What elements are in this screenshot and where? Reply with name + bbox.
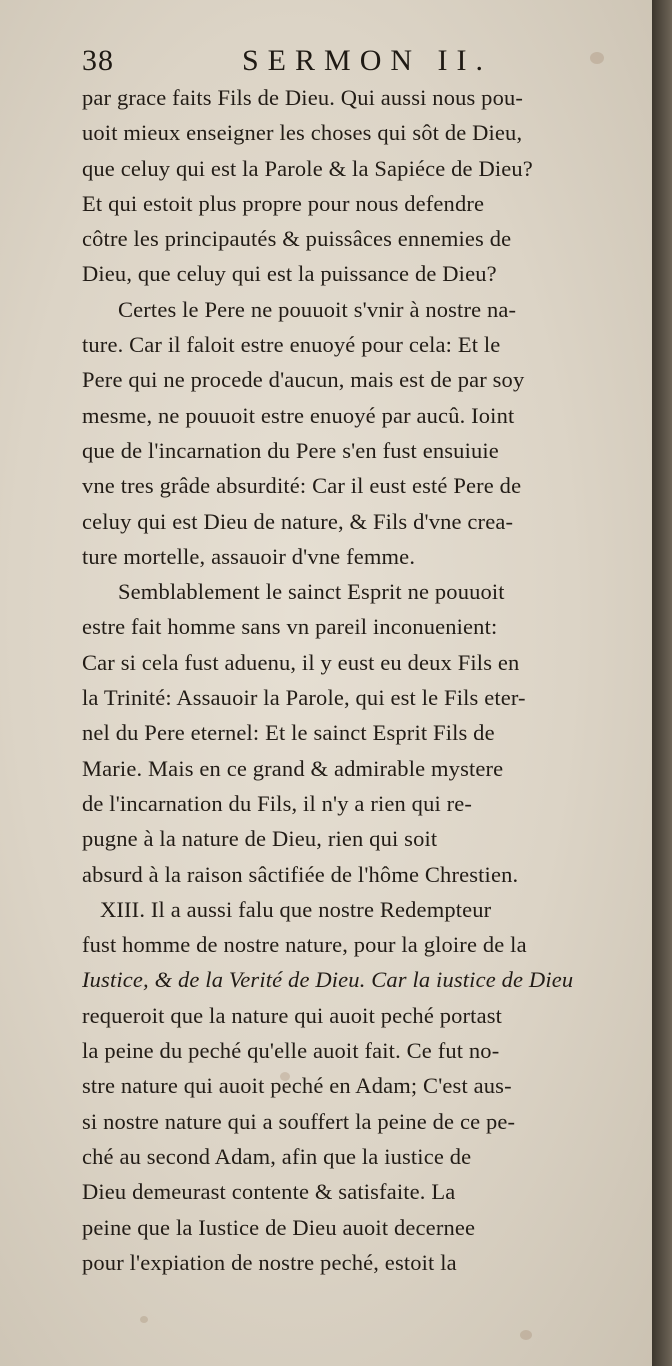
text-line: absurd à la raison sâctifiée de l'hôme Chrestien. xyxy=(82,861,519,887)
text-line: Car si cela fust aduenu, il y eust eu deux Fils en xyxy=(82,649,520,675)
text-line: Et qui estoit plus propre pour nous defendre xyxy=(82,190,485,216)
text-line: estre fait homme sans vn pareil inconuenient: xyxy=(82,614,498,640)
text-line: uoit mieux enseigner les choses qui sôt de Dieu, xyxy=(82,120,523,146)
text-line: mesme, ne pouuoit estre enuoyé par aucû. Ioint xyxy=(82,402,515,428)
text-line: si nostre nature qui a souffert la peine de ce pe- xyxy=(82,1108,516,1134)
paper-stain xyxy=(520,1330,532,1340)
text-line: Semblablement le sainct Esprit ne pouuoit xyxy=(118,579,505,605)
body-text xyxy=(82,80,652,1280)
text-line: ture mortelle, assauoir d'vne femme. xyxy=(82,543,416,569)
text-line: ture. Car il faloit estre enuoyé pour cela: Et le xyxy=(82,332,501,358)
text-line: nel du Pere eternel: Et le sainct Esprit Fils de xyxy=(82,720,495,746)
text-line: requeroit que la nature qui auoit peché portast xyxy=(82,1002,503,1028)
text-line: pugne à la nature de Dieu, rien qui soit xyxy=(82,826,438,852)
text-line: Pere qui ne procede d'aucun, mais est de par soy xyxy=(82,367,525,393)
text-line: la peine du peché qu'elle auoit fait. Ce fut no- xyxy=(82,1038,500,1064)
text-line: ché au second Adam, afin que la iustice de xyxy=(82,1143,472,1169)
text-line: Certes le Pere ne pouuoit s'vnir à nostre na- xyxy=(118,296,517,322)
text-line: Dieu demeurast contente & satisfaite. La xyxy=(82,1179,456,1205)
text-line: par grace faits Fils de Dieu. Qui aussi nous pou- xyxy=(82,85,524,110)
text-line: Iustice, & de la Verité de Dieu. Car la iustice de Dieu xyxy=(82,967,574,993)
text-line: la Trinité: Assauoir la Parole, qui est le Fils eter- xyxy=(82,685,526,711)
text-line: celuy qui est Dieu de nature, & Fils d'vne crea- xyxy=(82,508,514,534)
text-line: de l'incarnation du Fils, il n'y a rien qui re- xyxy=(82,790,473,816)
text-line: XIII. Il a aussi falu que nostre Redempteur xyxy=(100,896,492,922)
text-line: fust homme de nostre nature, pour la gloire de la xyxy=(82,932,527,958)
text-line: que celuy qui est la Parole & la Sapiéce de Dieu? xyxy=(82,155,533,181)
text-line: stre nature qui auoit peché en Adam; C'est aus- xyxy=(82,1073,512,1099)
running-title: SERMON II. xyxy=(242,44,493,77)
text-line: Dieu, que celuy qui est la puissance de Dieu? xyxy=(82,261,497,287)
text-line: côtre les principautés & puissâces ennemies de xyxy=(82,226,512,252)
text-line: Marie. Mais en ce grand & admirable mystere xyxy=(82,755,504,781)
page-number: 38 xyxy=(82,44,114,77)
text-line: que de l'incarnation du Pere s'en fust ensuiuie xyxy=(82,437,499,463)
text-line: pour l'expiation de nostre peché, estoit la xyxy=(82,1249,457,1275)
book-gutter xyxy=(652,0,672,1366)
paper-stain xyxy=(140,1316,148,1323)
running-head xyxy=(82,40,642,82)
text-line: vne tres grâde absurdité: Car il eust esté Pere de xyxy=(82,473,522,499)
text-line: peine que la Iustice de Dieu auoit decernee xyxy=(82,1214,476,1240)
